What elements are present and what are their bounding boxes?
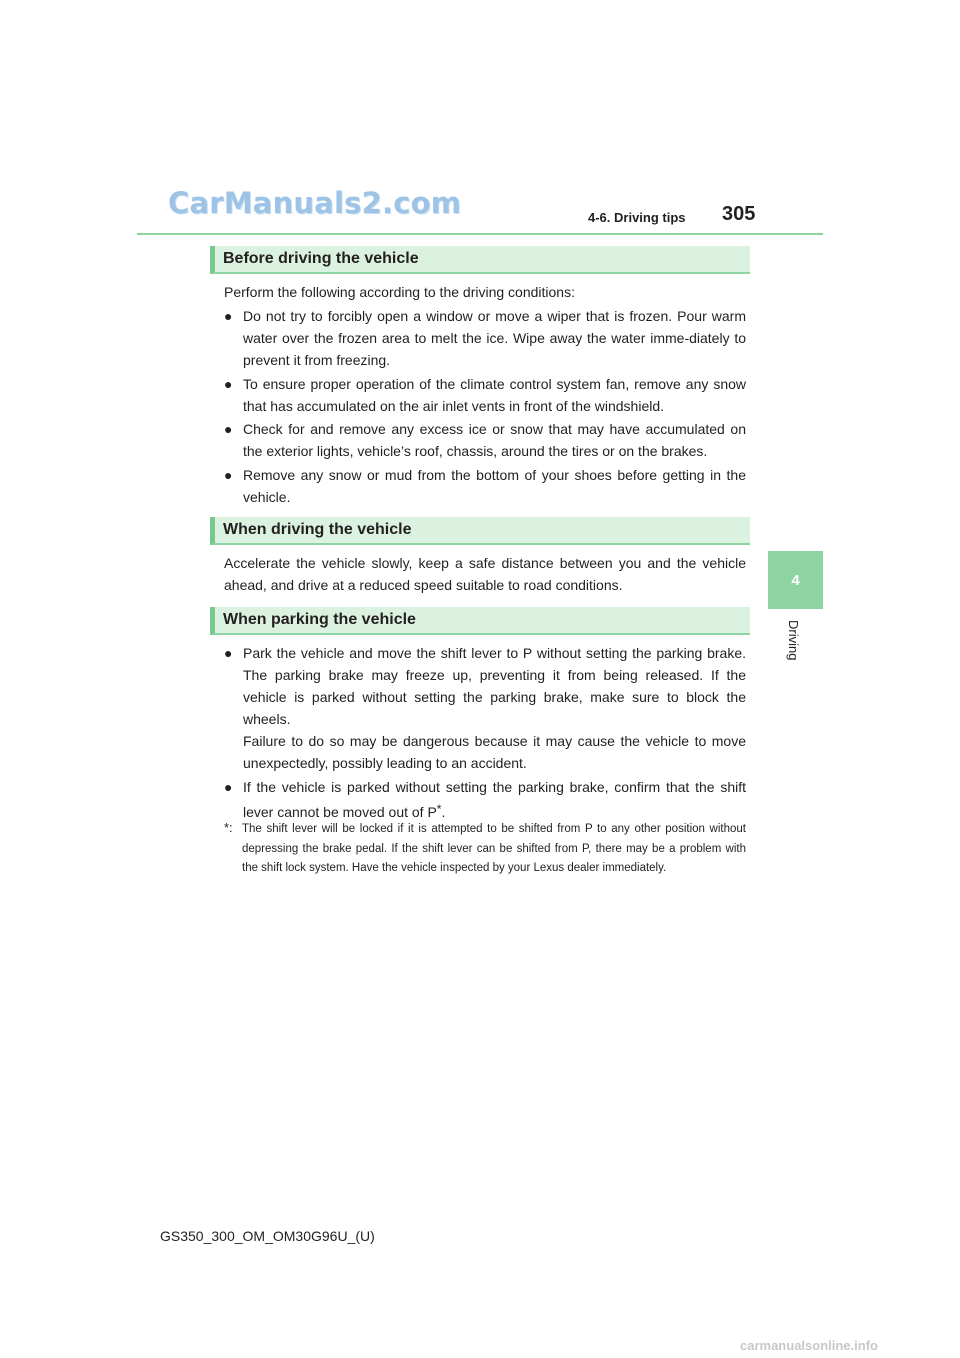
when-parking-list [224,642,746,824]
bullet-icon: ● [224,645,233,661]
list-item: ● Do not try to forcibly open a window or move a wiper that is frozen. Pour warm water over the frozen area to melt the ice. Wipe away the water imme-diately to prevent it from freezing. [224,305,746,371]
chapter-number: 4 [791,571,800,589]
section-heading-before-driving: Before driving the vehicle [210,246,750,274]
bullet-icon: ● [224,308,233,324]
header-section-title: 4-6. Driving tips [588,210,686,225]
list-item: ● If the vehicle is parked without setting the parking brake, confirm that the shift lever cannot be moved out of P*. [224,776,746,823]
chapter-label: Driving [786,620,801,661]
bullet-icon: ● [224,375,233,392]
before-driving-list [224,305,746,509]
before-driving-intro: Perform the following according to the driving conditions: [224,284,575,300]
bullet-icon: ● [224,421,233,437]
header-divider [137,233,823,235]
bullet-icon: ● [224,466,233,483]
bullet-icon: ● [224,778,233,795]
page-number: 305 [722,203,756,225]
section-heading-when-parking: When parking the vehicle [210,607,750,635]
footnote [224,820,746,879]
list-item: ● To ensure proper operation of the climate control system fan, remove any snow that has accumulated on the air inlet vents in front of the windshield. [224,373,746,417]
footnote-mark: *: [224,820,233,835]
list-item: ● Check for and remove any excess ice or snow that may have accumulated on the exterior lights, vehicle’s roof, chassis, around the tires or on the brakes. [224,418,746,462]
when-driving-text: Accelerate the vehicle slowly, keep a safe distance between you and the vehicle ahead, and drive at a reduced speed suitable to road conditions. [224,555,746,593]
chapter-tab [768,551,823,609]
document-code: GS350_300_OM_OM30G96U_(U) [160,1228,375,1244]
watermark-logo: CarManuals2.com [168,186,462,220]
list-item: ● Remove any snow or mud from the bottom of your shoes before getting in the vehicle. [224,464,746,508]
section-heading-when-driving: When driving the vehicle [210,517,750,545]
footnote-marker: * [436,801,442,816]
footer-watermark: carmanualsonline.info [740,1338,878,1353]
footnote-text: The shift lever will be locked if it is attempted to be shifted from P to any other position without depressing the brake pedal. If the shift lever can be shifted from P, there may be a problem with the shift lock system. Have the vehicle inspected by your Lexus dealer immediately. [242,823,746,874]
list-item: ● Park the vehicle and move the shift lever to P without setting the parking brake. The parking brake may freeze up, preventing it from being released. If the vehicle is parked without setting the parking brake, make sure to block the wheels. Failure to do so may be dangerous because it may cause the vehicle to move unexpectedly, possibly leading to an accident. [224,642,746,774]
